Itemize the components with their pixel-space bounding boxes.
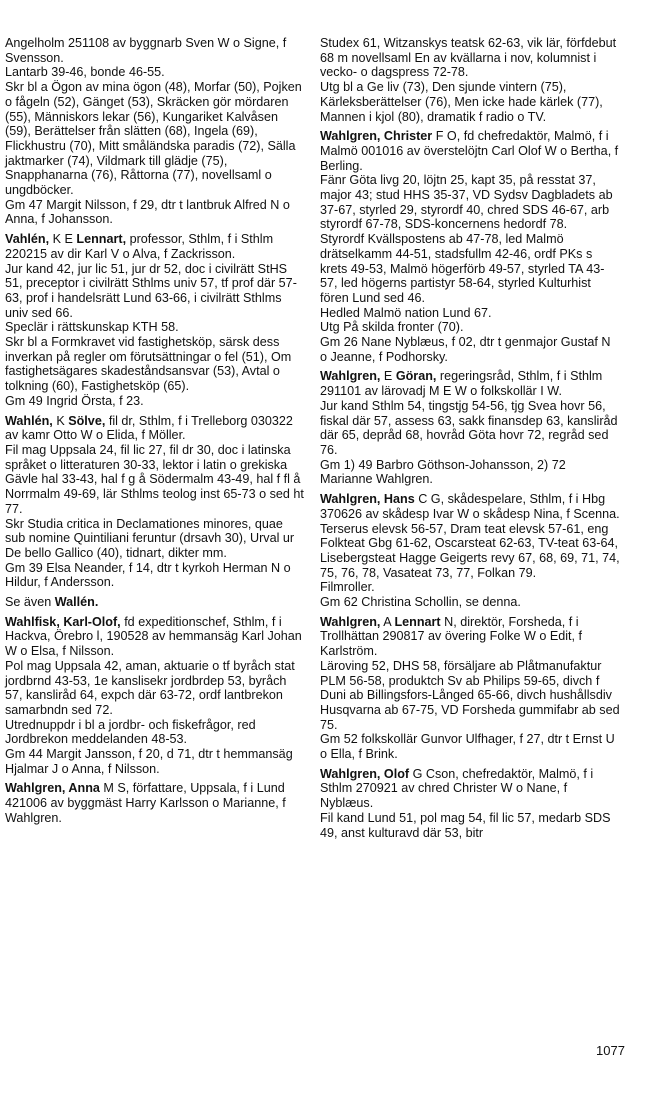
entry-intro: fd expeditionschef, Sthlm, f i Hackva, Örebro l, 190528 av hemmansäg Karl Johan W o Elsa, f Nilsson. [5, 614, 302, 659]
entry-wahlgren-anna [5, 781, 305, 825]
entry-line: Fänr Göta livg 20, löjtn 25, kapt 35, på resstat 37, major 43; stud HHS 35-37, VD Sydsv Dagbladets ab 37-67, styrled 29, styrordf 40, chred SDS 46-67, arb styrordf 67-78, SDS-koncernens hedordf 78. [320, 173, 613, 232]
see-also-target: Wallén. [54, 595, 99, 610]
entry-head [5, 232, 305, 261]
entry-line: Jur kand 42, jur lic 51, jur dr 52, doc i civilrätt StHS 51, preceptor i civilrätt Sthlms univ 57, tf prof där 57-63, prof i handelsrätt Lund 63-66, i civilrätt Sthlms univ sed 66. [5, 261, 297, 320]
entry-wahlfisk [5, 615, 305, 777]
entry-surname: Vahlén, [5, 232, 50, 247]
entry-intro: M S, författare, Uppsala, f i Lund 421006 av byggmäst Harry Karlsson o Marianne, f Wahlgren. [5, 781, 286, 825]
entry-name: Wahlgren, Christer [320, 129, 433, 144]
entry-head [320, 369, 620, 398]
entry-intro: fil dr, Sthlm, f i Trelleborg 030322 av kamr Otto W o Elida, f Möller. [5, 413, 293, 443]
entry-line: Gm 62 Christina Schollin, se denna. [320, 595, 521, 610]
entry-head [5, 781, 305, 825]
entry-initials: E [383, 369, 393, 384]
entry-initials: K [56, 413, 65, 428]
entry-line: Skr bl a Ögon av mina ögon (48), Morfar (50), Pojken o fågeln (52), Gänget (53), Skräcken gör mördaren (55), Människors lekar (56), Kungariket Kalvåsen (59), Berättelser från slätten (68), Ingela (69), Flickhustru (70), Mitt småländska paradis (72), Sälla jaktmarker (74), Vildmark till glädje (75), Snapphanarna (76), Råttorna (77), novellsaml o ungdböcker. [5, 80, 302, 198]
entry-surname: Wahlén, [5, 413, 53, 428]
entry-vahlen-lennart [5, 232, 305, 408]
entry-line: Gm 52 folkskollär Gunvor Ulfhager, f 27, dtr t Ernst U o Ella, f Brink. [320, 732, 615, 762]
entry-line: Utrednuppdr i bl a jordbr- och fiskefrågor, red Jordbrekon meddelanden 48-53. [5, 717, 256, 747]
entry-given-name: Sölve, [68, 413, 106, 428]
entry-surname: Wahlgren, [320, 614, 381, 629]
entry-head [320, 129, 620, 173]
entry-line: Läroving 52, DHS 58, försäljare ab Plåtmanufaktur PLM 56-58, produktch Sv ab Philips 59-65, divch f Duni ab Billingsfors-Långed 65-66, divch hushållsdiv Husqvarna ab 67-75, VD Forsheda gummifabr ab sed 75. [320, 658, 620, 732]
entry-line: Studex 61, Witzanskys teatsk 62-63, vik lär, förfdebut 68 m novellsaml En av kvällarna i nov, kolumnist i vecko- o dagspress 72-78. [320, 36, 617, 80]
entry-line: Gm 44 Margit Jansson, f 20, d 71, dtr t hemmansäg Hjalmar J o Anna, f Nilsson. [5, 747, 293, 776]
entry-initials: A [383, 614, 391, 629]
entry-given-name: Lennart [394, 614, 441, 629]
entry-intro: professor, Sthlm, f i Sthlm 220215 av dir Karl V o Alva, f Zackrisson. [5, 232, 274, 261]
left-column [5, 36, 305, 831]
entry-wahlgren-lennart [320, 615, 620, 762]
entry-name: Wahlfisk, Karl-Olof, [5, 614, 121, 629]
entry-line: Fil kand Lund 51, pol mag 54, fil lic 57, medarb SDS 49, anst kulturavd där 53, bitr [320, 810, 611, 840]
entry-head [5, 615, 305, 659]
entry-wahlgren-goran [320, 369, 620, 487]
entry-line: Gm 49 Ingrid Örsta, f 23. [5, 393, 144, 408]
entry-line: Gm 26 Nane Nyblæus, f 02, dtr t genmajor Gustaf N o Jeanne, f Podhorsky. [320, 335, 611, 364]
entry-line: Terserus elevsk 56-57, Dram teat elevsk 57-61, eng Folkteat Gbg 61-62, Oscarsteat 62-63, TV-teat 63-64, Lisebergsteat Hagge Geigerts revy 67, 68, 69, 71, 74, 75, 76, 78, Vasateat 73, 77, Folkan 79. [320, 521, 620, 580]
entry-line: Filmroller. [320, 580, 375, 595]
entry-wahlen-solve [5, 414, 305, 590]
entry-head [320, 615, 620, 659]
entry-line: Pol mag Uppsala 42, aman, aktuarie o tf byråch stat jordbrnd 43-53, 1e kanslisekr jordbrdep 53, byråch 57, kansliråd 64, expch där 63-72, ordf lantbrekon samarbndn sed 72. [5, 658, 295, 717]
entry-intro: regeringsråd, Sthlm, f i Sthlm 291101 av lärovadj M E W o folkskollär I W. [320, 369, 603, 399]
entry-line: Gm 47 Margit Nilsson, f 29, dtr t lantbruk Alfred N o Anna, f Johansson. [5, 197, 290, 227]
entry-surname: Wahlgren, [320, 369, 381, 384]
entry-name: Wahlgren, Olof [320, 766, 410, 781]
entry-line: Hedled Malmö nation Lund 67. [320, 305, 492, 320]
entry-line: Styrordf Kvällspostens ab 47-78, led Malmö drätselkamm 44-51, stadsfullm 42-46, ordf PKs s krets 49-53, Malmö högerförb 49-57, styrled TA 43-57, led högerns partistyr 58-64, styrled Kulturhist fören Lund sed 46. [320, 232, 605, 305]
continued-entry [320, 36, 620, 124]
entry-head [320, 767, 620, 811]
entry-line: Utg bl a Ge liv (73), Den sjunde vintern (75), Kärleksberättelser (76), Men icke hade kärlek (77), Mannen i kjol (80), dramatik f radio o TV. [320, 80, 603, 124]
entry-line: Lantarb 39-46, bonde 46-55. [5, 65, 165, 80]
entry-line: Speclär i rättskunskap KTH 58. [5, 320, 179, 335]
entry-line: Angelholm 251108 av byggnarb Sven W o Signe, f Svensson. [5, 36, 287, 65]
continued-entry [5, 36, 305, 227]
entry-head [5, 414, 305, 443]
page-number: 1077 [596, 1043, 625, 1058]
entry-line: Fil mag Uppsala 24, fil lic 27, fil dr 30, doc i latinska språket o litteraturen 30-33, lektor i latin o grekiska Gävle hal 33-43, hal f g å Södermalm 43-49, hal f fl å Norrmalm 49-69, lär Sthlms teolog inst 65-73 o sed ht 77. [5, 442, 304, 516]
see-also-reference [5, 595, 305, 610]
entry-name: Wahlgren, Hans [320, 492, 415, 507]
entry-line: Skr bl a Formkravet vid fastighetsköp, särsk dess inverkan på regler om förutsättningar o fel (51), Om fastighetsägares skadeståndsansvar (53), Avtal o tolkning (60), Fastighetsköp (65). [5, 335, 292, 394]
entry-line: Utg På skilda fronter (70). [320, 320, 464, 335]
entry-wahlgren-hans [320, 492, 620, 610]
entry-wahlgren-olof [320, 767, 620, 841]
entry-intro: C G, skådespelare, Sthlm, f i Hbg 370626 av skådesp Ivar W o skådesp Nina, f Scenna. [320, 492, 620, 521]
entry-line: Jur kand Sthlm 54, tingstjg 54-56, tjg Svea hovr 56, fiskal där 57, assess 63, sakk finansdep 63, kansliråd där 65, depråd 68, hovråd Göta hovr 72, regråd sed 76. [320, 398, 618, 457]
entry-intro: N, direktör, Forsheda, f i Trollhättan 290817 av övering Folke W o Edit, f Karlström. [320, 614, 583, 659]
entry-name: Wahlgren, Anna [5, 781, 100, 796]
entry-initials: K E [52, 232, 73, 247]
entry-intro: G Cson, chefredaktör, Malmö, f i Sthlm 270921 av chred Christer W o Nane, f Nyblæus. [320, 766, 594, 811]
entry-head [320, 492, 620, 521]
entry-given-name: Lennart, [76, 232, 127, 247]
entry-line: Skr Studia critica in Declamationes minores, quae sub nomine Quintiliani feruntur (drsavh 30), Urval ur De bello Gallico (40), tidnart, dikter mm. [5, 516, 295, 560]
entry-wahlgren-christer [320, 129, 620, 364]
see-also-prefix: Se även [5, 595, 52, 610]
entry-given-name: Göran, [395, 369, 437, 384]
entry-line: Gm 1) 49 Barbro Göthson-Johansson, 2) 72 Marianne Wahlgren. [320, 457, 566, 487]
right-column [320, 36, 620, 845]
entry-line: Gm 39 Elsa Neander, f 14, dtr t kyrkoh Herman N o Hildur, f Andersson. [5, 560, 291, 590]
entry-intro: F O, fd chefredaktör, Malmö, f i Malmö 001016 av överstelöjtn Carl Olof W o Bertha, f Berling. [320, 129, 619, 173]
